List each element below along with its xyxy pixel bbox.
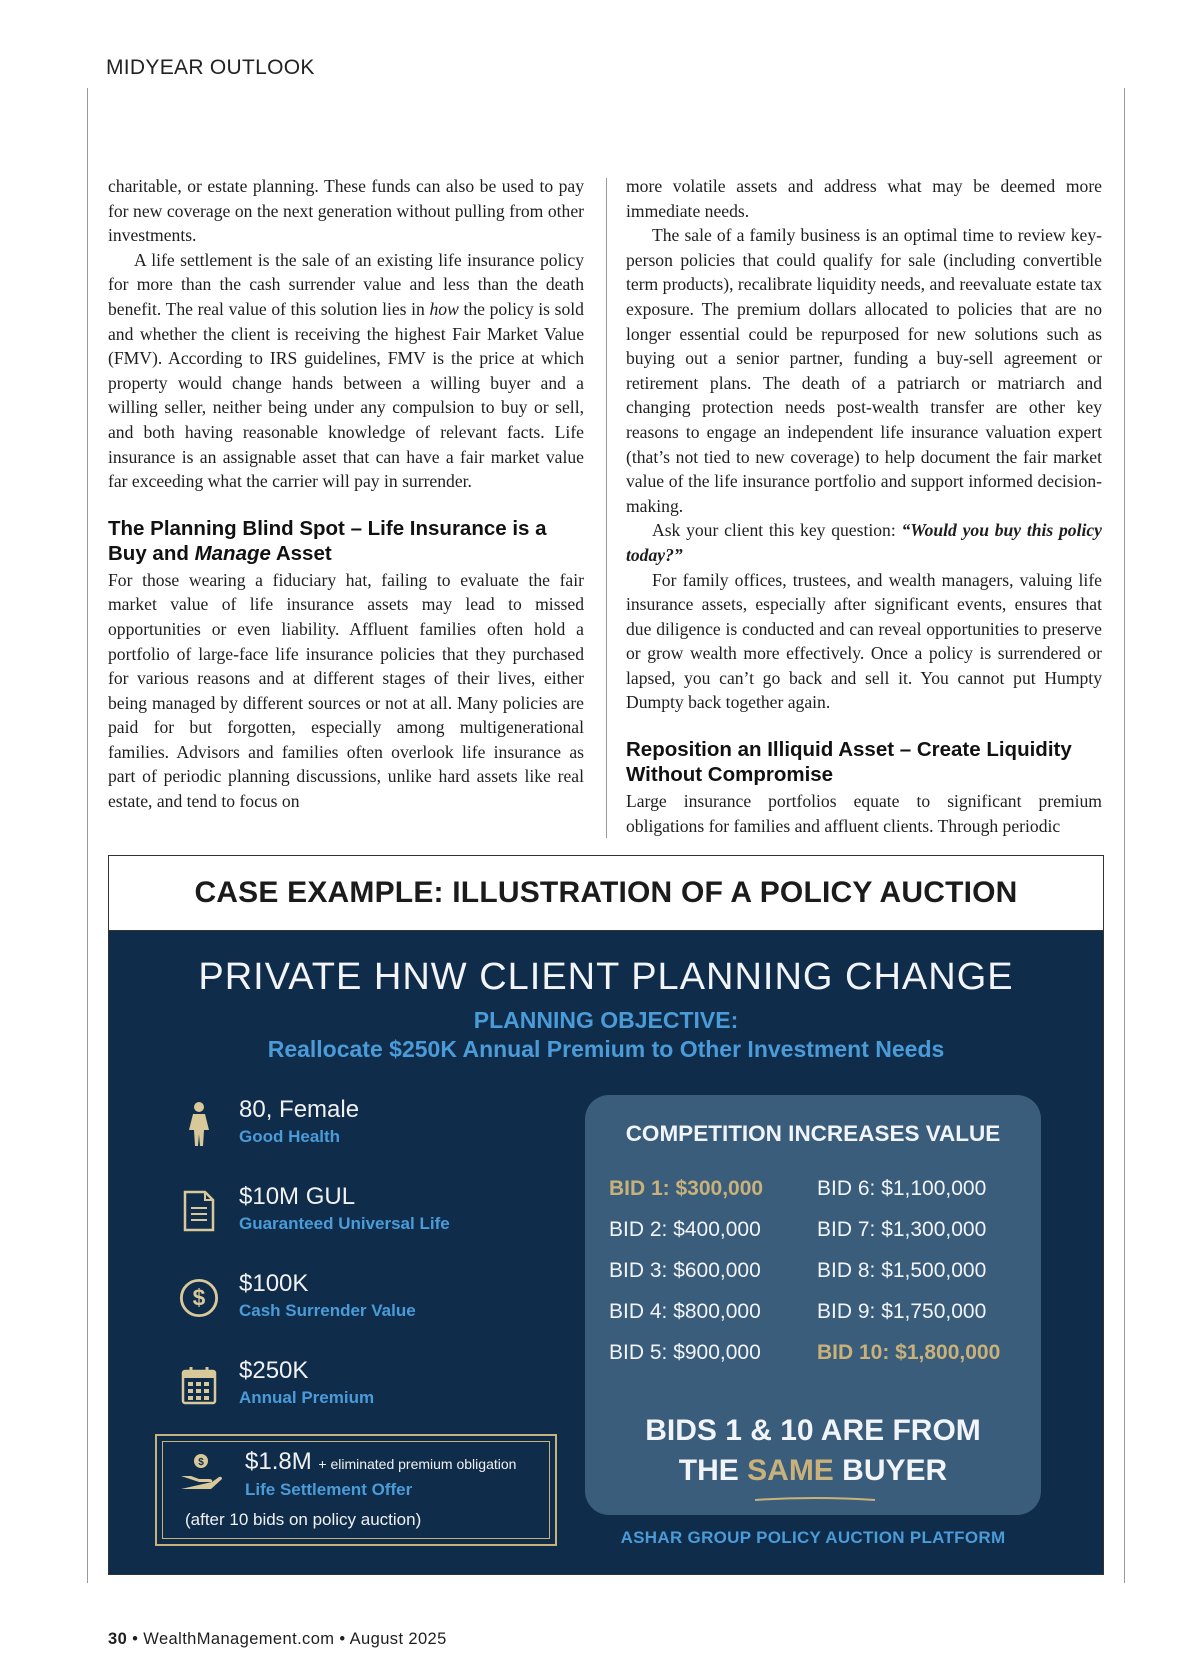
paragraph: Ask your client this key question: “Would you buy this policy today?” <box>626 520 1102 565</box>
left-rule <box>87 88 88 1583</box>
objective-text: Reallocate $250K Annual Premium to Other Investment Needs <box>267 1036 945 1062</box>
bid-3: BID 3: $600,000 <box>609 1259 761 1282</box>
bid-5: BID 5: $900,000 <box>609 1341 761 1364</box>
section-heading: Reposition an Illiquid Asset – Create Liquidity Without Compromise <box>626 738 1072 787</box>
offer-note: (after 10 bids on policy auction) <box>185 1510 422 1529</box>
bid-10: BID 10: $1,800,000 <box>817 1341 1001 1364</box>
fact-age: 80, Female Good Health <box>179 1096 579 1183</box>
bid-8: BID 8: $1,500,000 <box>817 1259 987 1282</box>
bid-9: BID 9: $1,750,000 <box>817 1300 987 1323</box>
settlement-offer-box <box>155 1434 557 1546</box>
section-heading: The Planning Blind Spot – Life Insurance is a Buy and Manage Asset <box>108 516 547 565</box>
platform-label: ASHAR GROUP POLICY AUCTION PLATFORM <box>620 1528 1006 1547</box>
section-header: MIDYEAR OUTLOOK <box>106 56 315 79</box>
competition-panel <box>585 1095 1041 1515</box>
planning-objective <box>109 1006 1103 1064</box>
bid-1: BID 1: $300,000 <box>609 1177 764 1200</box>
document-icon <box>179 1187 219 1235</box>
right-rule <box>1124 88 1125 1583</box>
bid-4: BID 4: $800,000 <box>609 1300 761 1323</box>
case-example-title: CASE EXAMPLE: ILLUSTRATION OF A POLICY AUCTION <box>109 856 1103 931</box>
page-number: 30 <box>108 1630 128 1648</box>
fact-policy: $10M GUL Guaranteed Universal Life <box>179 1183 579 1270</box>
left-column <box>108 174 584 814</box>
right-column <box>626 174 1102 838</box>
case-example-infographic <box>108 855 1104 1575</box>
svg-text:$: $ <box>198 1457 204 1468</box>
same-buyer-callout: BIDS 1 & 10 ARE FROM THE SAME BUYER <box>645 1414 981 1487</box>
paragraph: charitable, or estate planning. These funds can also be used to pay for new coverage on the next generation without pulling from other investments. <box>108 176 584 246</box>
svg-text:$: $ <box>192 1284 206 1311</box>
paragraph: For those wearing a fiduciary hat, failing to evaluate the fair market value of life insurance assets may lead to missed opportunities or even liability. Affluent families often hold a portfolio of large-face life insurance policies that they purchased for various reasons and at different stages of their lives, either being managed by different sources or not at all. Many policies are paid for but forgotten, especially among multigenerational families. Advisors and families often overlook life insurance as part of periodic planning discussions, unlike hard assets like real estate, and tend to focus on <box>108 569 584 812</box>
planning-change-title: PRIVATE HNW CLIENT PLANNING CHANGE <box>198 956 1014 998</box>
paragraph: For family offices, trustees, and wealth managers, valuing life insurance assets, especially after significant events, ensures that due diligence is conducted and can reveal opportunities to preserve or grow wealth more effectively. Once a policy is surrendered or lapsed, you can’t go back and sell it. You cannot put Humpty Dumpty back together again. <box>626 569 1102 713</box>
gold-swoosh <box>755 1497 875 1501</box>
paragraph: more volatile assets and address what may be deemed more immediate needs. <box>626 176 1102 221</box>
competition-title: COMPETITION INCREASES VALUE <box>625 1121 1001 1146</box>
hand-coin-icon <box>179 1452 223 1497</box>
fact-surrender: $ $100K Cash Surrender Value <box>179 1270 579 1357</box>
dollar-coin-icon <box>179 1274 219 1322</box>
column-divider <box>606 178 607 838</box>
calendar-icon <box>179 1361 219 1409</box>
paragraph: Large insurance portfolios equate to significant premium obligations for families and affluent clients. Through periodic <box>626 791 1102 836</box>
client-facts <box>179 1096 579 1444</box>
bid-2: BID 2: $400,000 <box>609 1218 761 1241</box>
offer-value: $1.8M + eliminated premium obligation <box>245 1448 517 1475</box>
page-footer: 30 • WealthManagement.com • August 2025 <box>108 1630 447 1648</box>
paragraph: A life settlement is the sale of an existing life insurance policy for more than the cash surrender value and less than the death benefit. The real value of this solution lies in how the policy is sold and whether the client is receiving the highest Fair Market Value (FMV). According to IRS guidelines, FMV is the price at which property would change hands between a willing buyer and a willing seller, neither being under any compulsion to buy or sell, and both having reasonable knowledge of relevant facts. Life insurance is an assignable asset that can have a fair market value far exceeding what the carrier will pay in surrender. <box>108 249 584 492</box>
fact-premium: $250K Annual Premium <box>179 1357 579 1444</box>
person-icon <box>179 1100 219 1148</box>
objective-label: PLANNING OBJECTIVE: <box>473 1007 739 1033</box>
bid-7: BID 7: $1,300,000 <box>817 1218 987 1241</box>
offer-label: Life Settlement Offer <box>245 1480 413 1499</box>
paragraph: The sale of a family business is an optimal time to review key-person policies that could qualify for sale (including convertible term products), recalibrate liquidity needs, and reevaluate estate tax exposure. The premium dollars allocated to policies that are no longer essential could be repurposed for new solutions such as buying out a senior partner, funding a buy-sell agreement or retirement plans. The death of a patriarch or matriarch and changing protection needs post-wealth transfer are other key reasons to engage an independent life insurance valuation expert (that’s not tied to new coverage) to help document the fair market value of the life insurance portfolio and support informed decision-making. <box>626 225 1102 516</box>
bid-6: BID 6: $1,100,000 <box>817 1177 987 1200</box>
